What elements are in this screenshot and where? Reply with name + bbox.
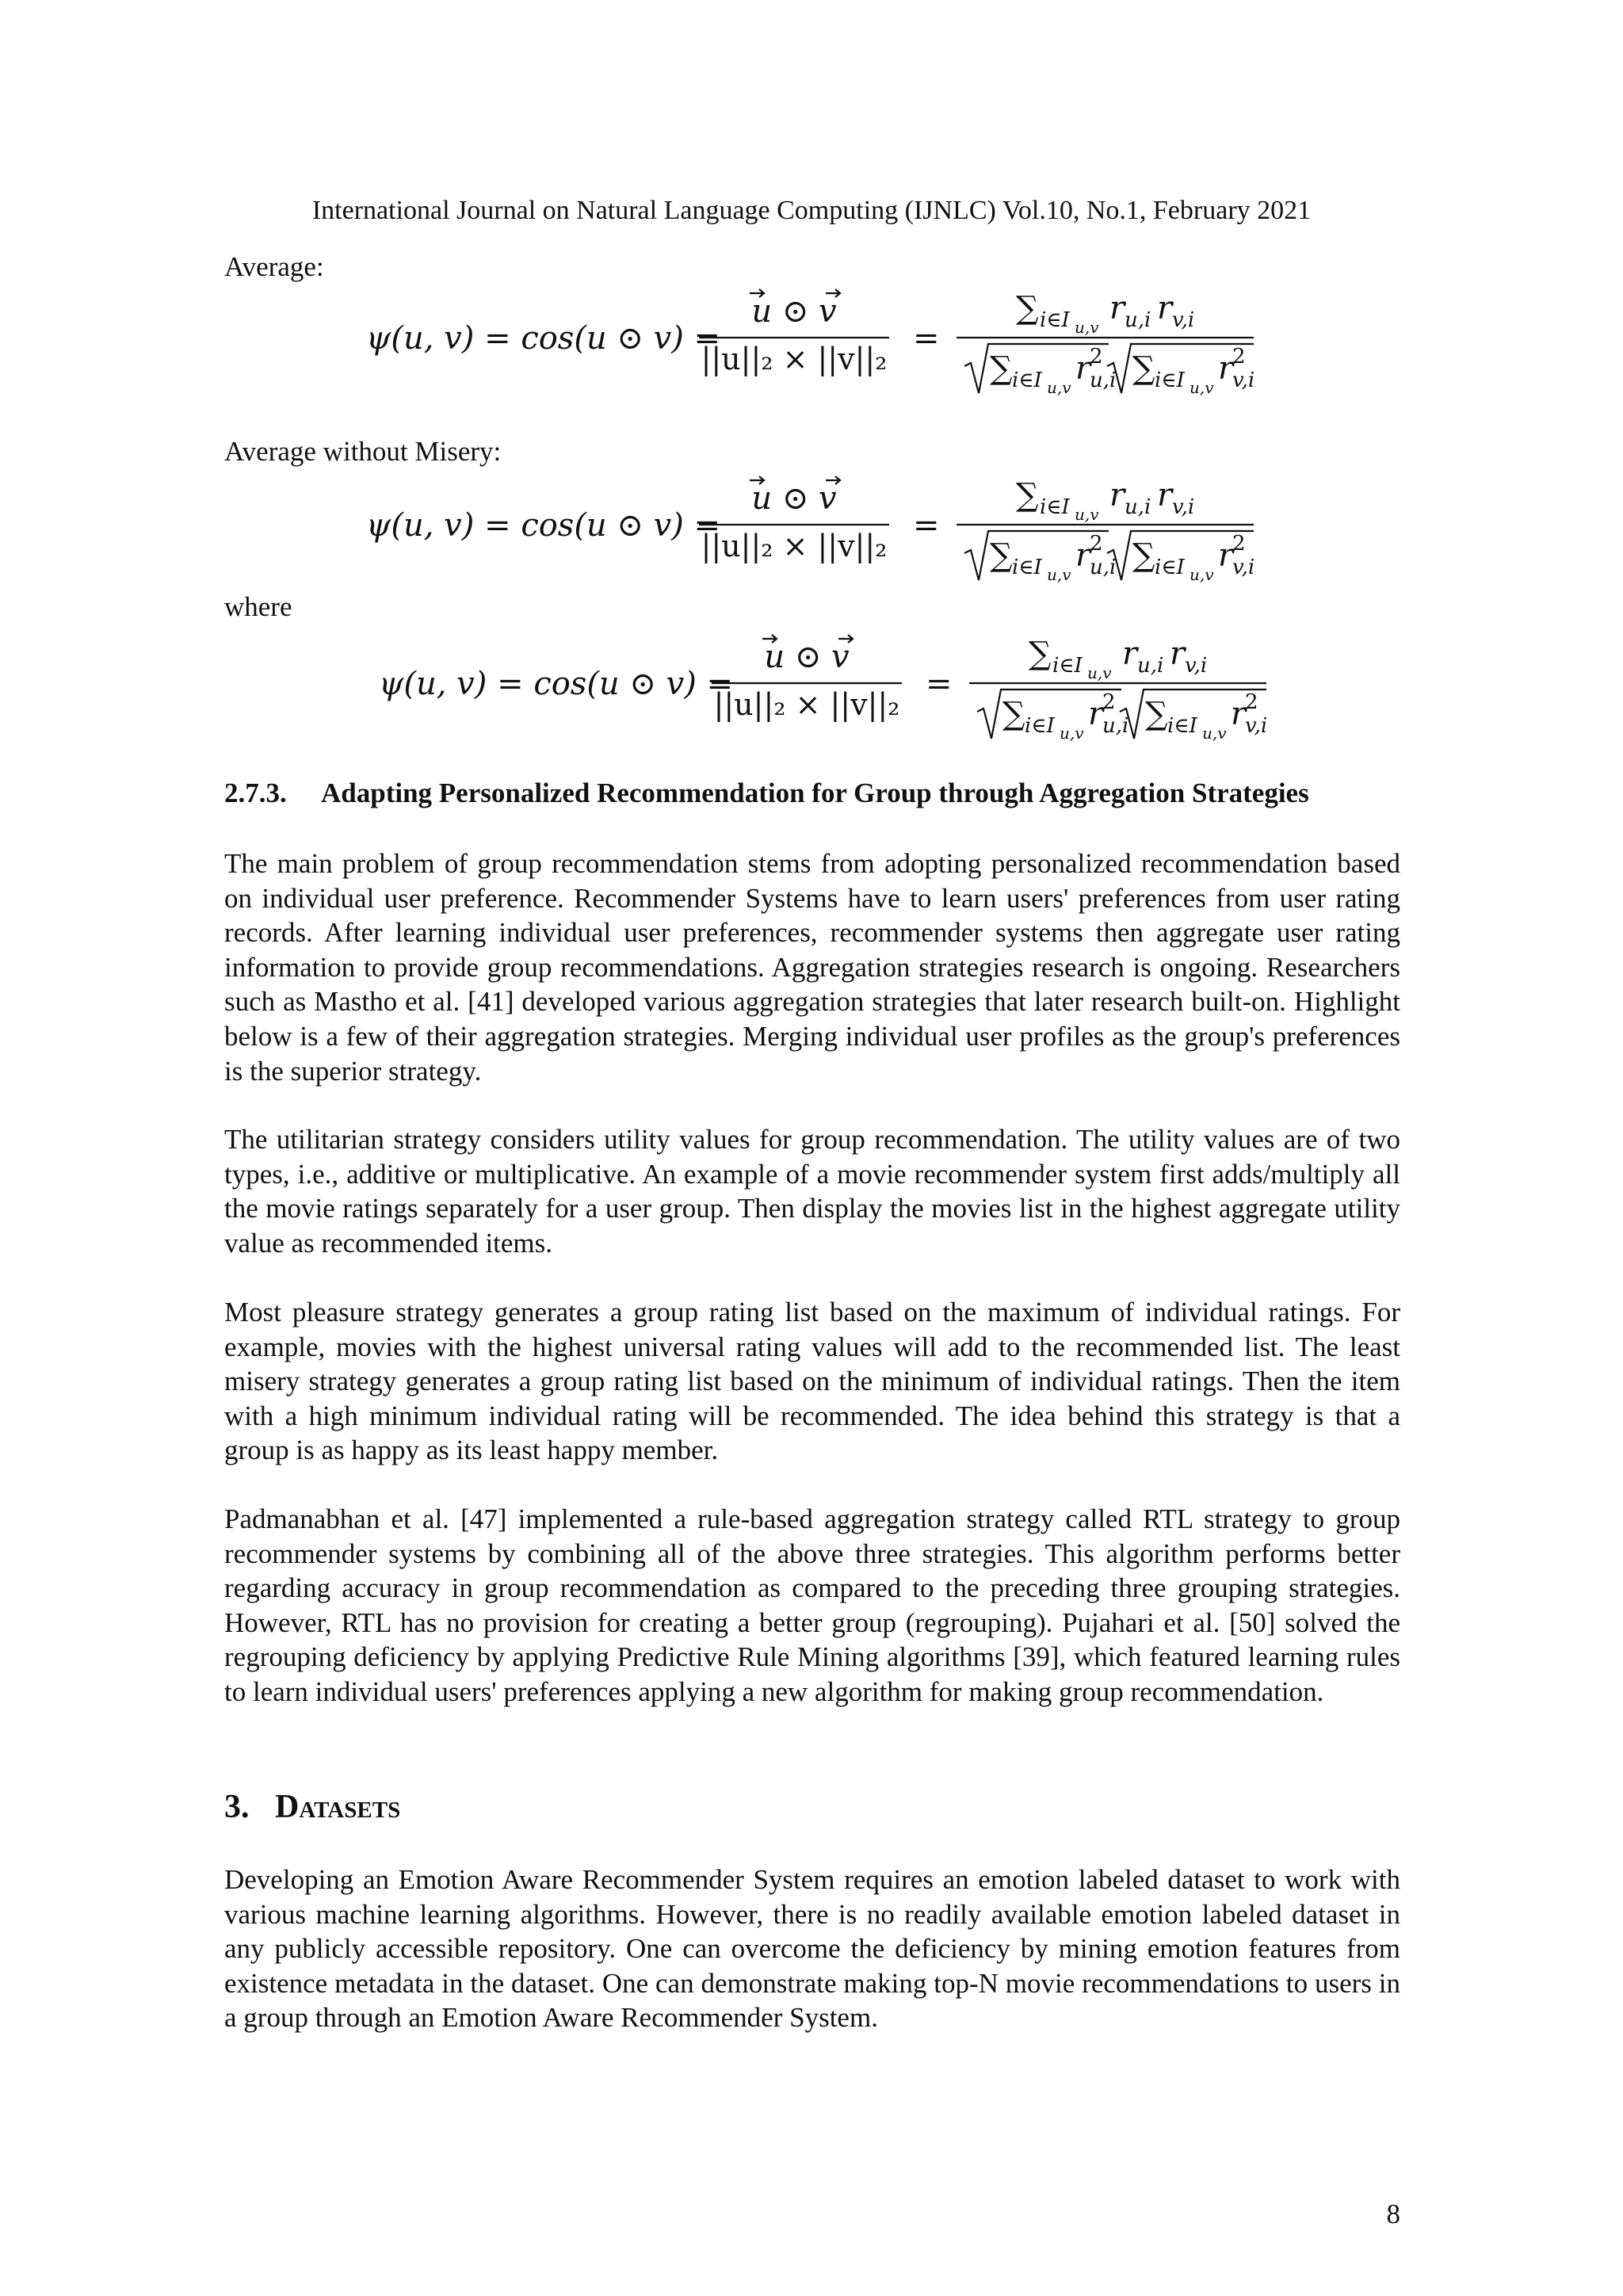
r-term: r — [1157, 477, 1173, 514]
fraction2-denominator — [977, 690, 1267, 743]
sum-symbol: ∑ — [990, 350, 1013, 387]
sum-subsubscript: u,v — [1190, 378, 1214, 397]
paragraph-3: Most pleasure strategy generates a group rating list based on the maximum of individual ratings. For example, movies with the highest universal rating values will add to the recommended list. The least misery strategy generates a group rating list based on the minimum of individual ratings. Then the item with a high minimum individual rating will be recommended. The idea behind this strategy is that a group is as happy as its least happy member. — [224, 1297, 1400, 1466]
r-term: r — [1218, 350, 1234, 387]
sum-subscript: i∈I — [1012, 556, 1042, 579]
fraction1-numerator: u ⊙ v — [751, 293, 837, 330]
fraction2-numerator — [1016, 290, 1194, 337]
equals-sign: = — [926, 666, 953, 702]
subsection-number: 2.7.3. — [224, 777, 287, 808]
equation-lhs: ψ(u, v) = cos(u ⊙ v) = — [379, 666, 734, 702]
label-average: Average: — [224, 251, 324, 282]
superscript-2: 2 — [1245, 690, 1258, 714]
sum-subsubscript: u,v — [1047, 565, 1071, 584]
r-term: r — [1157, 290, 1173, 327]
subsection-title: Adapting Personalized Recommendation for Group through Aggregation Strategies — [321, 777, 1309, 808]
superscript-2: 2 — [1090, 532, 1103, 556]
superscript-2: 2 — [1090, 345, 1103, 369]
fraction1-denominator: ||u||₂ × ||v||₂ — [701, 342, 888, 376]
section-title: Datasets — [275, 1789, 401, 1825]
fraction2-numerator — [1029, 636, 1207, 682]
r-subscript-ui: u,i — [1090, 369, 1117, 392]
sum-subsubscript: u,v — [1190, 565, 1214, 584]
fraction1-numerator: u ⊙ v — [764, 639, 850, 675]
sum-subscript: i∈I — [1012, 369, 1042, 392]
sum-subsubscript: u,v — [1075, 318, 1099, 337]
paragraph-5: Developing an Emotion Aware Recommender System requires an emotion labeled dataset to work with various machine learning algorithms. However, there is no readily available emotion labeled dataset in any publicly accessible repository. One can overcome the deficiency by mining emotion features from existence metadata in the dataset. One can demonstrate making top-N movie recommendations to users in a group through an Emotion Aware Recommender System. — [224, 1864, 1400, 2034]
r-subscript-vi: v,i — [1245, 714, 1268, 738]
cosine-similarity-equation-2 — [0, 457, 1623, 615]
equals-sign: = — [913, 507, 940, 544]
r-term: r — [1122, 636, 1138, 672]
fraction1-numerator: u ⊙ v — [751, 480, 837, 517]
paragraph-1: The main problem of group recommendation stems from adopting personalized recommendation based on individual user preference. Recommender Systems have to learn users' preferences from user rating records. After learning individual user preferences, recommender systems then aggregate user rating information to provide group recommendations. Aggregation strategies research is ongoing. Researchers such as Mastho et al. [41] developed various aggregation strategies that later research built-on. Highlight below is a few of their aggregation strategies. Merging individual user profiles as the group's preferences is the superior strategy. — [224, 848, 1400, 1087]
sum-symbol: ∑ — [1132, 537, 1155, 574]
r-term: r — [1088, 696, 1104, 732]
r-subscript-vi: v,i — [1232, 369, 1255, 392]
sum-symbol: ∑ — [1016, 477, 1039, 514]
sum-subsubscript: u,v — [1202, 724, 1227, 743]
fraction2-numerator — [1016, 477, 1194, 524]
sum-subscript: i∈I — [1155, 369, 1185, 392]
sum-subsubscript: u,v — [1060, 724, 1084, 743]
fraction1-denominator: ||u||₂ × ||v||₂ — [713, 687, 900, 722]
paragraph-4: Padmanabhan et al. [47] implemented a rule-based aggregation strategy called RTL strategy to group recommender systems by combining all of the above three strategies. This algorithm performs better regarding accuracy in group recommendation as compared to the preceding three grouping strategies. However, RTL has no provision for creating a better group (regrouping). Pujahari et al. [50] solved the regrouping deficiency by applying Predictive Rule Mining algorithms [39], which featured learning rules to learn individual users' preferences applying a new algorithm for making group recommendation. — [224, 1503, 1400, 1707]
r-term: r — [1075, 537, 1091, 574]
r-subscript-vi: v,i — [1232, 556, 1255, 579]
r-term: r — [1109, 477, 1125, 514]
sum-subscript: i∈I — [1040, 308, 1070, 332]
sum-symbol: ∑ — [1029, 636, 1052, 672]
sum-symbol: ∑ — [1002, 696, 1025, 732]
sum-subsubscript: u,v — [1087, 663, 1112, 682]
fraction2-denominator — [964, 344, 1254, 397]
sum-subscript: i∈I — [1167, 714, 1197, 738]
equation-lhs: ψ(u, v) = cos(u ⊙ v) = — [366, 320, 721, 357]
page-number: 8 — [1386, 2199, 1400, 2229]
sum-symbol: ∑ — [990, 537, 1013, 574]
superscript-2: 2 — [1102, 690, 1116, 714]
sum-subscript: i∈I — [1025, 714, 1055, 738]
r-subscript-vi: v,i — [1185, 654, 1208, 678]
r-term: r — [1231, 696, 1247, 732]
sum-symbol: ∑ — [1016, 290, 1039, 327]
r-term: r — [1218, 537, 1234, 574]
superscript-2: 2 — [1232, 345, 1246, 369]
superscript-2: 2 — [1232, 532, 1246, 556]
fraction2-denominator — [964, 531, 1254, 584]
subsection-heading-2-7-3 — [224, 777, 1309, 810]
r-subscript-ui: u,i — [1090, 556, 1117, 579]
sum-subscript: i∈I — [1052, 654, 1083, 678]
sum-symbol: ∑ — [1145, 696, 1168, 732]
sum-subsubscript: u,v — [1047, 378, 1071, 397]
sum-subscript: i∈I — [1040, 495, 1070, 519]
sum-subscript: i∈I — [1155, 556, 1185, 579]
r-term: r — [1109, 290, 1125, 327]
sum-subsubscript: u,v — [1075, 505, 1099, 524]
equation-lhs: ψ(u, v) = cos(u ⊙ v) = — [366, 507, 721, 544]
fraction1-denominator: ||u||₂ × ||v||₂ — [701, 529, 888, 563]
section-number: 3. — [224, 1789, 250, 1825]
paragraph-2: The utilitarian strategy considers utility values for group recommendation. The utility values are of two types, i.e., additive or multiplicative. An example of a movie recommender system first adds/multiply all the movie ratings separately for a user group. Then display the movies list in the highest aggregate utility value as recommended items. — [224, 1124, 1400, 1259]
r-subscript-ui: u,i — [1125, 308, 1151, 332]
running-header: International Journal on Natural Language Computing (IJNLC) Vol.10, No.1, February 2021 — [311, 196, 1312, 225]
r-subscript-ui: u,i — [1137, 654, 1164, 678]
r-subscript-vi: v,i — [1172, 495, 1195, 519]
section-heading-3 — [224, 1787, 400, 1827]
cosine-similarity-equation-3 — [0, 615, 1623, 774]
r-subscript-vi: v,i — [1172, 308, 1195, 332]
label-where: where — [224, 591, 292, 622]
r-subscript-ui: u,i — [1102, 714, 1129, 738]
sum-symbol: ∑ — [1132, 350, 1155, 387]
r-subscript-ui: u,i — [1125, 495, 1151, 519]
label-average-without-misery: Average without Misery: — [224, 436, 502, 467]
r-term: r — [1075, 350, 1091, 387]
cosine-similarity-equation-1 — [0, 269, 1623, 428]
r-term: r — [1170, 636, 1186, 672]
equals-sign: = — [913, 320, 940, 357]
